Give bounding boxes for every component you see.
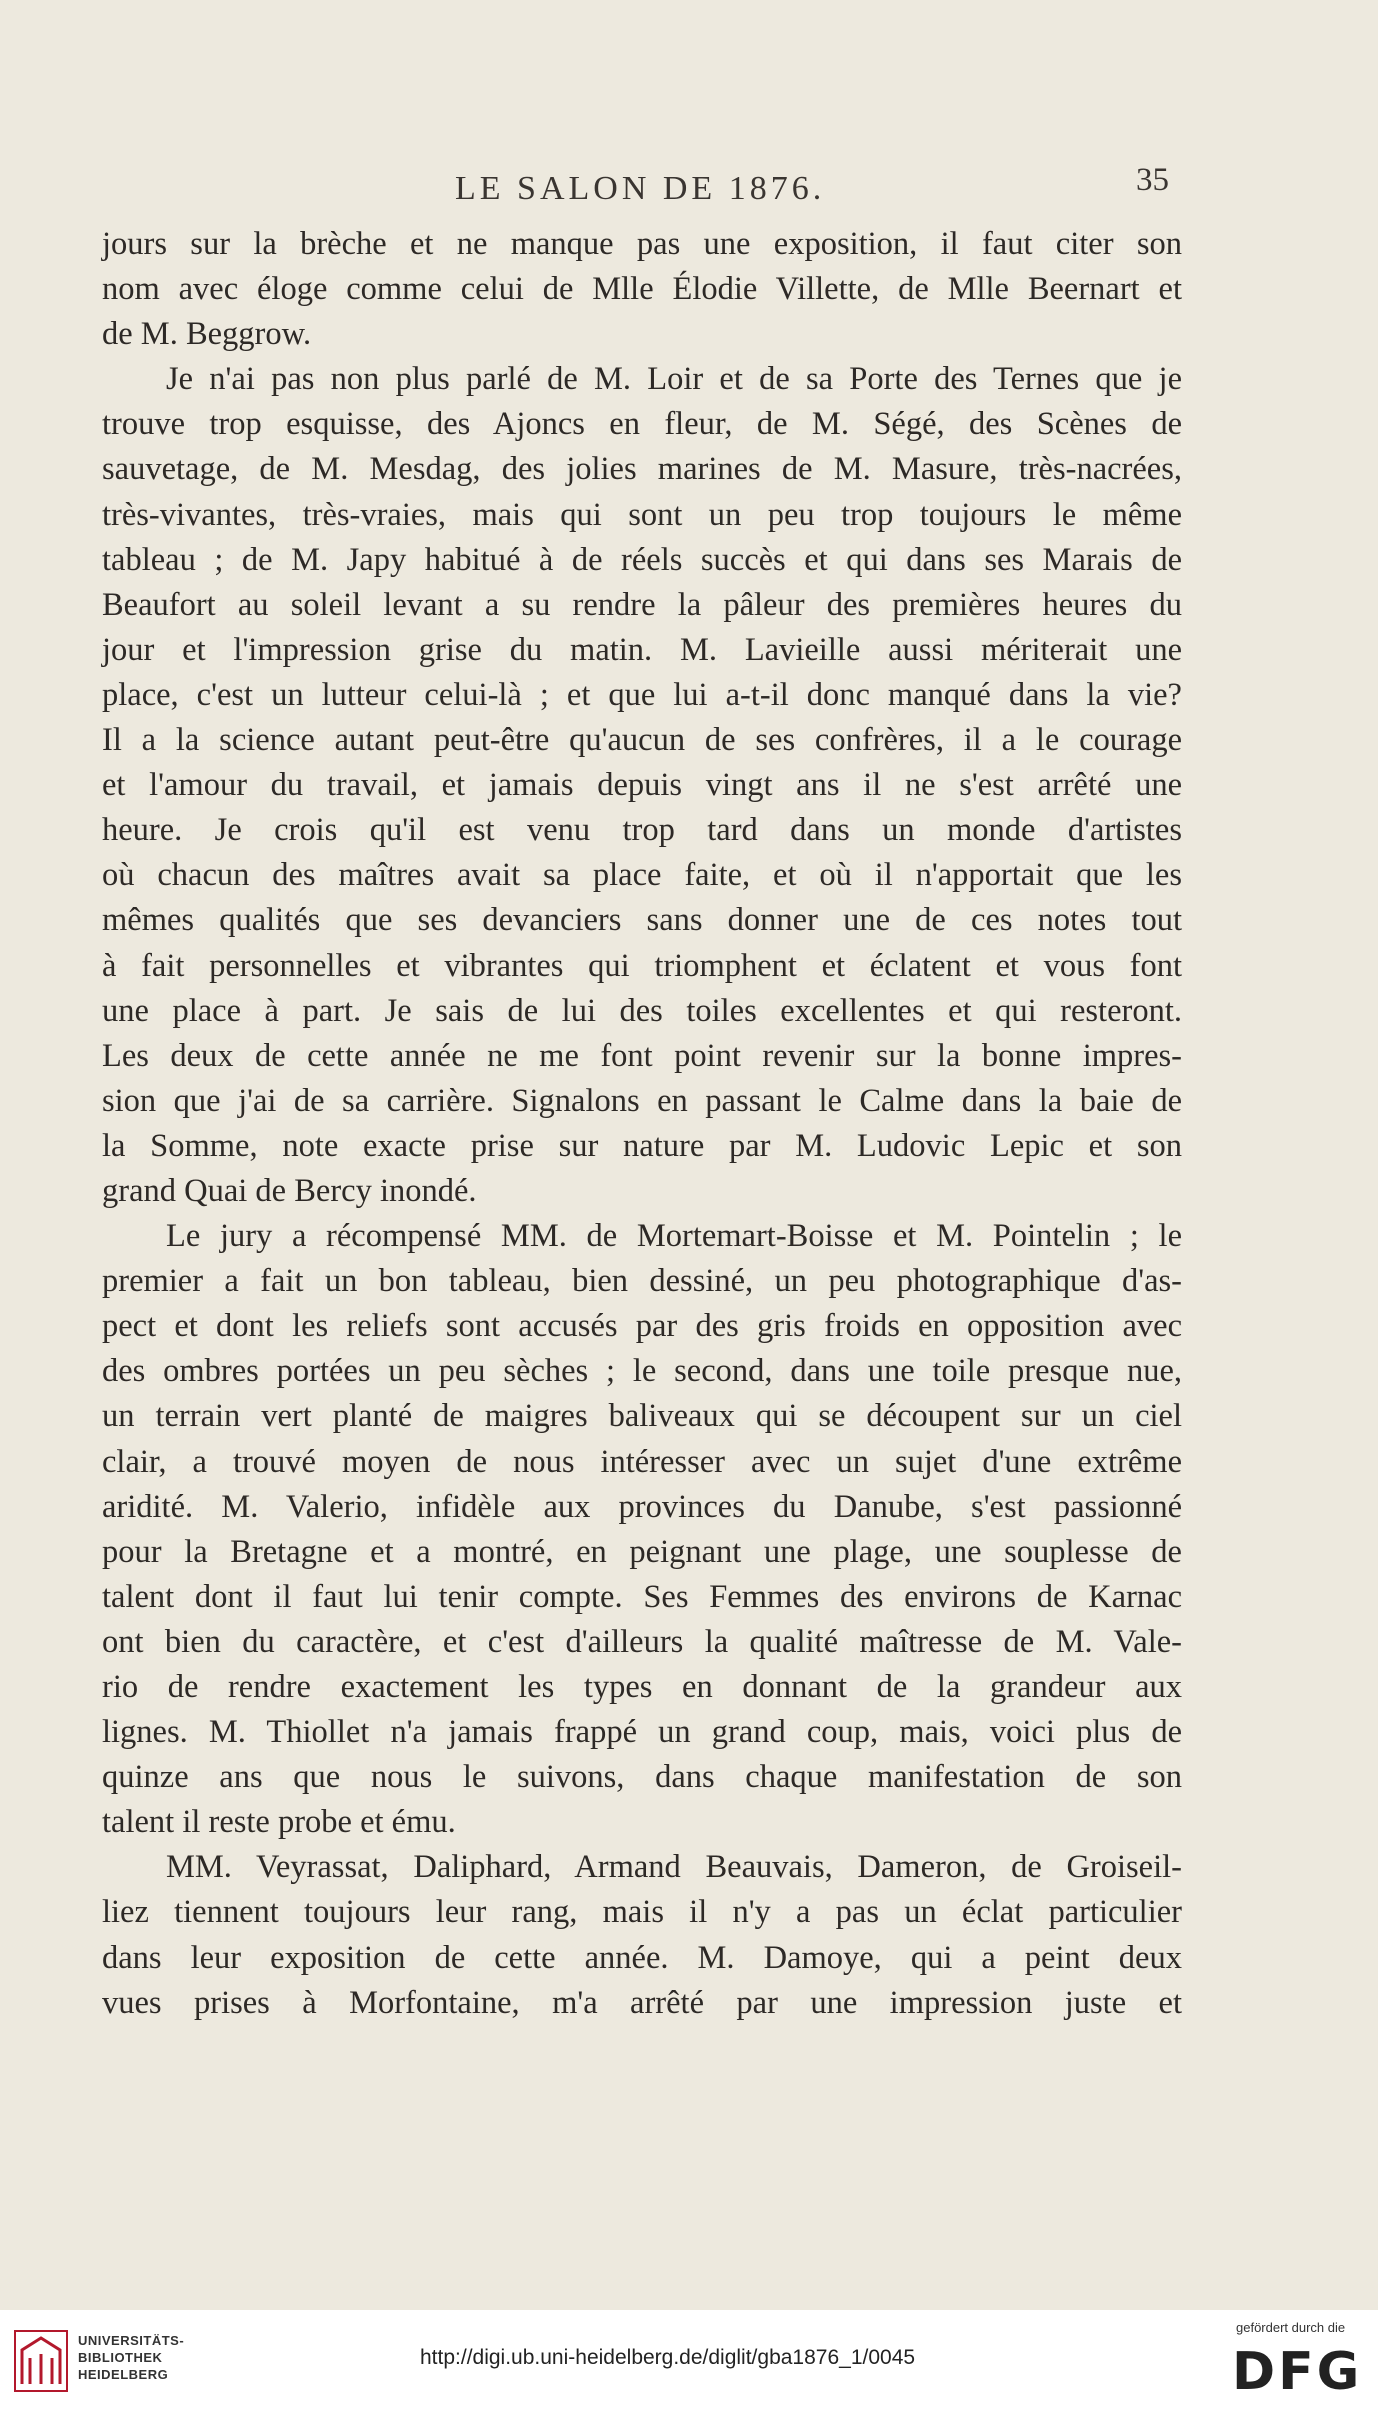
text-line: ont bien du caractère, et c'est d'ailleurs la qualité maîtresse de M. Vale- — [102, 1623, 1182, 1660]
library-name — [78, 2332, 184, 2383]
text-line: trouve trop esquisse, des Ajoncs en fleur, de M. Ségé, des Scènes de — [102, 406, 1182, 443]
running-head — [0, 162, 1378, 220]
text-line: talent il reste probe et ému. — [102, 1804, 456, 1841]
body-text — [102, 222, 1182, 2026]
text-line: nom avec éloge comme celui de Mlle Élodie Villette, de Mlle Beernart et — [102, 271, 1182, 308]
text-line: Le jury a récompensé MM. de Mortemart-Boisse et M. Pointelin ; le — [166, 1218, 1182, 1255]
text-line: lignes. M. Thiollet n'a jamais frappé un grand coup, mais, voici plus de — [102, 1714, 1182, 1751]
text-line: des ombres portées un peu sèches ; le second, dans une toile presque nue, — [102, 1353, 1182, 1390]
text-line: une place à part. Je sais de lui des toiles excellentes et qui resteront. — [102, 992, 1182, 1029]
text-line: aridité. M. Valerio, infidèle aux provinces du Danube, s'est passionné — [102, 1488, 1182, 1525]
text-line: liez tiennent toujours leur rang, mais il n'y a pas un éclat particulier — [102, 1894, 1182, 1931]
text-line: dans leur exposition de cette année. M. Damoye, qui a peint deux — [102, 1939, 1182, 1976]
text-line: tableau ; de M. Japy habitué à de réels succès et qui dans ses Marais de — [102, 541, 1182, 578]
text-line: Il a la science autant peut-être qu'aucun de ses confrères, il a le courage — [102, 722, 1182, 759]
funding-credit: gefördert durch die — [1236, 2320, 1346, 2335]
library-name-line: HEIDELBERG — [78, 2367, 169, 2382]
text-line: heure. Je crois qu'il est venu trop tard dans un monde d'artistes — [102, 812, 1182, 849]
text-line: et l'amour du travail, et jamais depuis vingt ans il ne s'est arrêté une — [102, 767, 1182, 804]
text-line: sauvetage, de M. Mesdag, des jolies marines de M. Masure, très-nacrées, — [102, 451, 1182, 488]
text-line: rio de rendre exactement les types en donnant de la grandeur aux — [102, 1669, 1182, 1705]
running-title: LE SALON DE 1876. — [455, 170, 826, 207]
text-line: jour et l'impression grise du matin. M. Lavieille aussi mériterait une — [102, 631, 1182, 668]
text-line: MM. Veyrassat, Daliphard, Armand Beauvais, Dameron, de Groiseil- — [166, 1849, 1182, 1886]
text-line: sion que j'ai de sa carrière. Signalons en passant le Calme dans la baie de — [102, 1082, 1182, 1119]
text-line: très-vivantes, très-vraies, mais qui sont un peu trop toujours le même — [102, 496, 1182, 533]
text-line: quinze ans que nous le suivons, dans chaque manifestation de son — [102, 1759, 1182, 1796]
text-line: pour la Bretagne et a montré, en peignant une plage, une souplesse de — [102, 1533, 1182, 1570]
text-line: un terrain vert planté de maigres baliveaux qui se découpent sur un ciel — [102, 1398, 1182, 1435]
text-line: pect et dont les reliefs sont accusés par des gris froids en opposition avec — [102, 1308, 1182, 1345]
text-line: Beaufort au soleil levant a su rendre la pâleur des premières heures du — [102, 586, 1182, 623]
text-line: grand Quai de Bercy inondé. — [102, 1172, 477, 1209]
text-line: Les deux de cette année ne me font point revenir sur la bonne impres- — [102, 1037, 1182, 1074]
text-line: place, c'est un lutteur celui-là ; et que lui a-t-il donc manqué dans la vie? — [102, 676, 1182, 713]
text-line: la Somme, note exacte prise sur nature par M. Ludovic Lepic et son — [102, 1127, 1182, 1164]
text-line: où chacun des maîtres avait sa place faite, et où il n'apportait que les — [102, 857, 1182, 894]
text-line: mêmes qualités que ses devanciers sans donner une de ces notes tout — [102, 902, 1182, 939]
text-line: talent dont il faut lui tenir compte. Ses Femmes des environs de Karnac — [102, 1578, 1182, 1615]
text-line: premier a fait un bon tableau, bien dessiné, un peu photographique d'as- — [102, 1263, 1182, 1300]
dfg-logo: DFG — [1232, 2342, 1363, 2402]
library-name-line: UNIVERSITÄTS- — [78, 2333, 185, 2348]
text-line: jours sur la brèche et ne manque pas une exposition, il faut citer son — [102, 226, 1182, 262]
text-line: à fait personnelles et vibrantes qui triomphent et éclatent et vous font — [102, 947, 1182, 984]
text-line: Je n'ai pas non plus parlé de M. Loir et de sa Porte des Ternes que je — [166, 361, 1182, 398]
permalink-url[interactable]: http://digi.ub.uni-heidelberg.de/diglit/gba1876_1/0045 — [420, 2346, 916, 2369]
university-library-logo — [14, 2330, 68, 2392]
page-number: 35 — [1136, 162, 1169, 198]
text-line: vues prises à Morfontaine, m'a arrêté par une impression juste et — [102, 1984, 1182, 2021]
digitization-footer — [0, 2310, 1378, 2409]
text-line: de M. Beggrow. — [102, 316, 312, 353]
library-name-line: BIBLIOTHEK — [78, 2350, 163, 2365]
text-line: clair, a trouvé moyen de nous intéresser avec un sujet d'une extrême — [102, 1443, 1182, 1480]
